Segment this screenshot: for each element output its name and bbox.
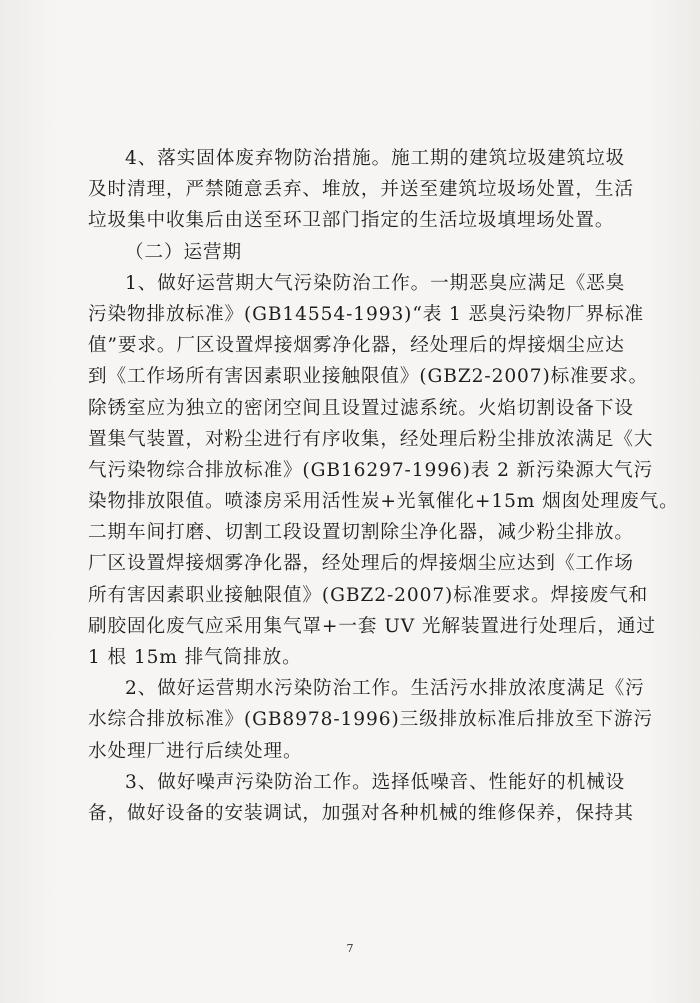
paragraph-air-line-4: 到《工作场所有害因素职业接触限值》(GBZ2-2007)标准要求。 [88,366,649,388]
section-heading-operation-period: （二）运营期 [125,241,242,263]
paragraph-air-line-13: 1 根 15m 排气筒排放。 [88,647,302,668]
page-number: 7 [346,942,354,955]
paragraph-air-line-6: 置集气装置，对粉尘进行有序收集，经处理后粉尘排放浓满足《大 [88,428,654,450]
paragraph-air-line-3: 值”要求。厂区设置焊接烟雾净化器，经处理后的焊接烟尘应达 [88,335,625,357]
paragraph-4-line-2: 及时清理，严禁随意丢弃、堆放，并送至建筑垃圾场处置，生活 [88,179,634,201]
paragraph-air-line-10: 厂区设置焊接烟雾净化器，经处理后的焊接烟尘应达到《工作场 [88,553,634,575]
paragraph-water-line-2: 水综合排放标准》(GB8978-1996)三级排放标准后排放至下游污 [88,709,654,731]
paragraph-air-line-2: 污染物排放标准》(GB14554-1993)“表 1 恶臭污染物厂界标准 [88,303,645,325]
paragraph-air-line-1: 1、做好运营期大气污染防治工作。一期恶臭应满足《恶臭 [125,272,626,294]
paragraph-air-line-9: 二期车间打磨、切割工段设置切割除尘净化器，减少粉尘排放。 [88,522,634,544]
paragraph-4-line-3: 垃圾集中收集后由送至环卫部门指定的生活垃圾填埋场处置。 [88,210,615,232]
paragraph-air-line-7: 气污染物综合排放标准》(GB16297-1996)表 2 新污染源大气污 [88,459,654,481]
paragraph-air-line-11: 所有害因素职业接触限值》(GBZ2-2007)标准要求。焊接废气和 [88,584,649,606]
paragraph-4-line-1: 4、落实固体废弃物防治措施。施工期的建筑垃圾建筑垃圾 [125,148,626,169]
paragraph-water-line-3: 水处理厂进行后续处理。 [88,740,303,762]
paragraph-noise-line-1: 3、做好噪声污染防治工作。选择低噪音、性能好的机械设 [125,771,626,793]
document-body [88,143,679,829]
paragraph-water-line-1: 2、做好运营期水污染防治工作。生活污水排放浓度满足《污 [125,678,645,700]
paragraph-air-line-5: 除锈室应为独立的密闭空间且设置过滤系统。火焰切割设备下设 [88,397,634,419]
paragraph-noise-line-2: 备，做好设备的安装调试，加强对各种机械的维修保养，保持其 [88,802,634,824]
paragraph-air-line-8: 染物排放限值。喷漆房采用活性炭+光氧催化+15m 烟囱处理废气。 [88,491,679,513]
paragraph-air-line-12: 刷胶固化废气应采用集气罩+一套 UV 光解装置进行处理后，通过 [88,615,656,637]
